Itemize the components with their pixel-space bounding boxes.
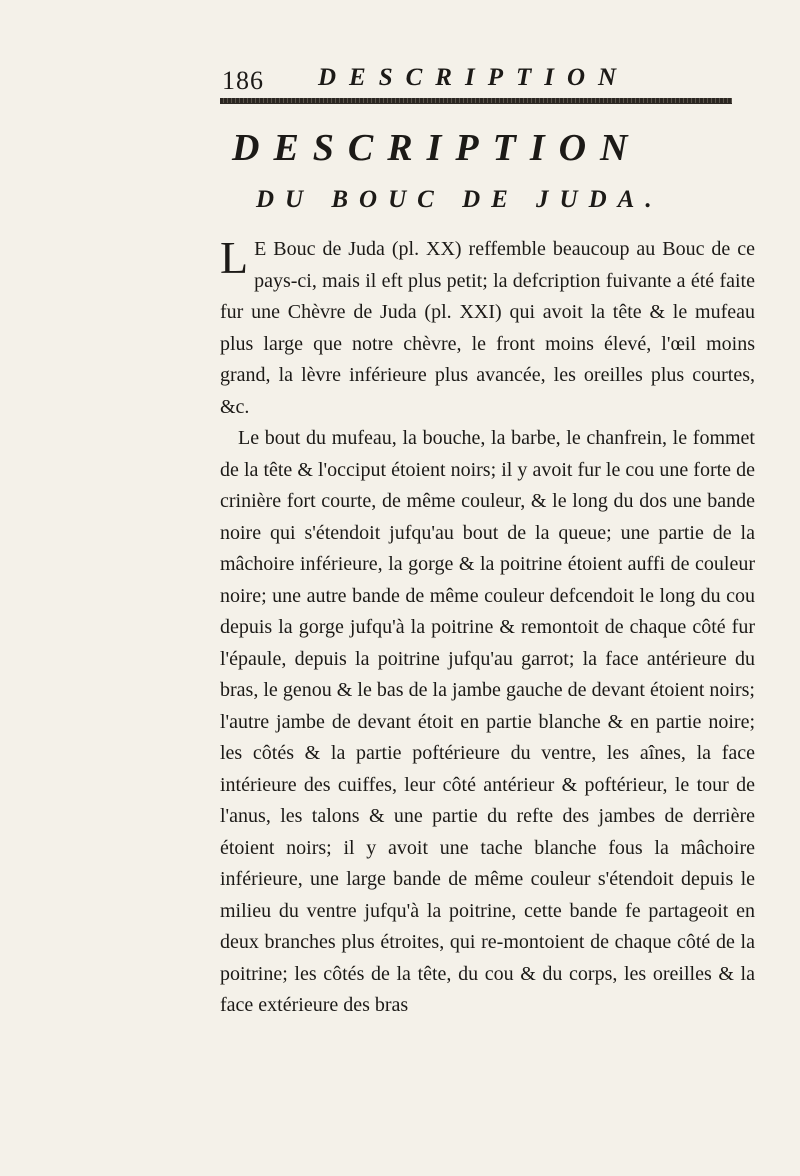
paragraph-2: Le bout du mufeau, la bouche, la barbe, le chanfrein, le fommet de la tête & l'occiput étoient noirs; il y avoit fur le cou une forte de crinière fort courte, de même couleur, & le long du dos une bande noire qui s'étendoit jufqu'au bout de la queue; une partie de la mâchoire inférieure, la gorge & la poitrine étoient auffi de couleur noire; une autre bande de même couleur defcendoit le long du cou depuis la gorge jufqu'à la poitrine & remontoit de chaque côté fur l'épaule, depuis la poitrine jufqu'au garrot; la face antérieure du bras, le genou & le bas de la jambe gauche de devant étoient noirs; l'autre jambe de devant étoit en partie blanche & en partie noire; les côtés & la partie poftérieure du ventre, les aînes, la face intérieure des cuiffes, leur côté antérieur & poftérieur, le tour de l'anus, les talons & une partie du refte des jambes de derrière étoient noirs; il y avoit une tache blanche fous la mâchoire inférieure, une large bande de même couleur s'étendoit depuis le milieu du ventre jufqu'à la poitrine, cette bande fe partageoit en deux branches plus étroites, qui re-montoient de chaque côté de la poitrine; les côtés de la tête, du cou & du corps, les oreilles & la face extérieure des bras xyxy=(220,427,755,1016)
chapter-subtitle: DU BOUC DE JUDA. xyxy=(256,186,663,213)
drop-cap: L xyxy=(220,232,249,283)
page-number: 186 xyxy=(222,66,264,95)
running-title: DESCRIPTION xyxy=(318,64,630,91)
paragraph-1-text: E Bouc de Juda (pl. XX) reffemble beaucoup au Bouc de ce pays-ci, mais il eft plus petit; la defcription fuivante a été faite fur une Chèvre de Juda (pl. XXI) qui avoit la tête & le mufeau plus large que notre chèvre, le front moins élevé, l'œil moins grand, la lèvre inférieure plus avancée, les oreilles plus courtes, &c. xyxy=(220,238,755,418)
chapter-title: DESCRIPTION xyxy=(232,127,642,169)
body-text xyxy=(220,234,755,1022)
ornamental-rule xyxy=(220,98,732,104)
paragraph-1 xyxy=(220,234,755,423)
